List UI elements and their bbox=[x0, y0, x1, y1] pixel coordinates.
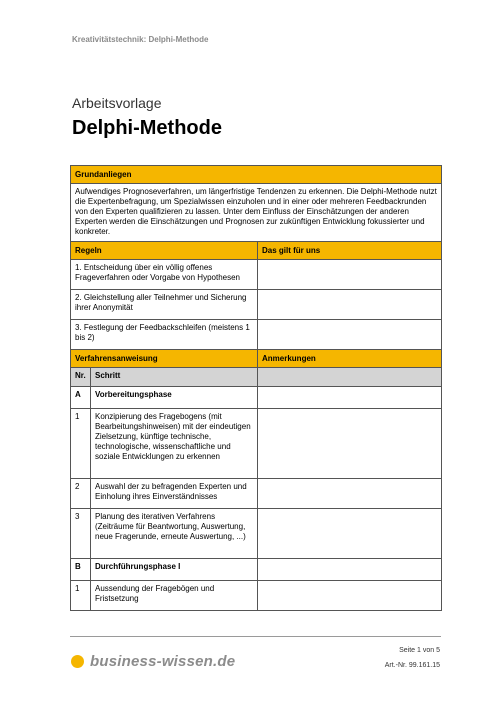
phase-row bbox=[71, 387, 442, 409]
step-number: 3 bbox=[71, 509, 91, 559]
step-number: B bbox=[71, 559, 91, 581]
step-note-cell[interactable] bbox=[258, 409, 442, 479]
step-number: 1 bbox=[71, 581, 91, 611]
regel-row bbox=[71, 260, 442, 290]
phase-row bbox=[71, 559, 442, 581]
step-text: Auswahl der zu befragenden Experten und Einholung ihres Einverständnisses bbox=[91, 479, 258, 509]
regel-row bbox=[71, 320, 442, 350]
step-note-cell[interactable] bbox=[258, 581, 442, 611]
regeln-heading: Regeln bbox=[71, 242, 258, 260]
document-title: Delphi-Methode bbox=[72, 117, 222, 139]
step-note-cell[interactable] bbox=[258, 509, 442, 559]
col-header-anmerkungen-blank bbox=[258, 368, 442, 387]
verfahren-heading-row bbox=[71, 350, 442, 368]
grundanliegen-text: Aufwendiges Prognoseverfahren, um längerfristige Tendenzen zu erkennen. Die Delphi-Methode nutzt die Expertenbefragung, um Spezialwissen einzuholen und in einer oder mehreren Feedbackrunden von den Experten qualifizieren zu lassen. Unter dem Einfluss der Einschätzungen der anderen Experten werden die Einschätzungen und Prognosen zur zukünftigen Entwicklung fokussierter und konkreter. bbox=[71, 184, 442, 242]
logo-dot-icon bbox=[71, 655, 84, 668]
regel-text: 2. Gleichstellung aller Teilnehmer und Sicherung ihrer Anonymität bbox=[71, 290, 258, 320]
grundanliegen-text-row bbox=[71, 184, 442, 242]
step-number: A bbox=[71, 387, 91, 409]
footer-divider bbox=[70, 636, 441, 637]
column-header-row bbox=[71, 368, 442, 387]
step-text: Konzipierung des Fragebogens (mit Bearbeitungshinweisen) mit der eindeutigen Zielsetzung, künftige technische, technologische, wissenschaftliche und soziale Entwicklungen zu erkennen bbox=[91, 409, 258, 479]
step-number: 1 bbox=[71, 409, 91, 479]
worksheet-table bbox=[70, 165, 442, 611]
regeln-heading-row bbox=[71, 242, 442, 260]
step-text: Planung des iterativen Verfahrens (Zeiträume für Beantwortung, Auswertung, neue Fragerunde, erneute Auswertung, ...) bbox=[91, 509, 258, 559]
step-note-cell[interactable] bbox=[258, 479, 442, 509]
grundanliegen-heading-row bbox=[71, 166, 442, 184]
running-header: Kreativitätstechnik: Delphi-Methode bbox=[72, 35, 209, 44]
article-number: Art.-Nr. 99.161.15 bbox=[384, 662, 440, 669]
col-header-schritt: Schritt bbox=[91, 368, 258, 387]
regel-note-cell[interactable] bbox=[258, 290, 442, 320]
step-number: 2 bbox=[71, 479, 91, 509]
phase-title: Durchführungsphase I bbox=[91, 559, 258, 581]
step-row bbox=[71, 509, 442, 559]
document-subtitle: Arbeitsvorlage bbox=[72, 95, 162, 111]
regel-row bbox=[71, 290, 442, 320]
verfahren-heading: Verfahrensanweisung bbox=[71, 350, 258, 368]
step-row bbox=[71, 409, 442, 479]
col-header-nr: Nr. bbox=[71, 368, 91, 387]
regel-text: 1. Entscheidung über ein völlig offenes Frageverfahren oder Vorgabe von Hypothesen bbox=[71, 260, 258, 290]
grundanliegen-heading: Grundanliegen bbox=[71, 166, 442, 184]
step-note-cell[interactable] bbox=[258, 559, 442, 581]
anmerkungen-heading: Anmerkungen bbox=[258, 350, 442, 368]
phase-title: Vorbereitungsphase bbox=[91, 387, 258, 409]
brand-logo[interactable] bbox=[71, 653, 235, 670]
regel-text: 3. Festlegung der Feedbackschleifen (meistens 1 bis 2) bbox=[71, 320, 258, 350]
logo-text: business-wissen.de bbox=[90, 653, 236, 670]
das-gilt-fuer-uns-heading: Das gilt für uns bbox=[258, 242, 442, 260]
regel-note-cell[interactable] bbox=[258, 260, 442, 290]
step-text: Aussendung der Fragebögen und Fristsetzung bbox=[91, 581, 258, 611]
page-number: Seite 1 von 5 bbox=[399, 647, 440, 654]
regel-note-cell[interactable] bbox=[258, 320, 442, 350]
step-row bbox=[71, 581, 442, 611]
step-row bbox=[71, 479, 442, 509]
step-note-cell[interactable] bbox=[258, 387, 442, 409]
